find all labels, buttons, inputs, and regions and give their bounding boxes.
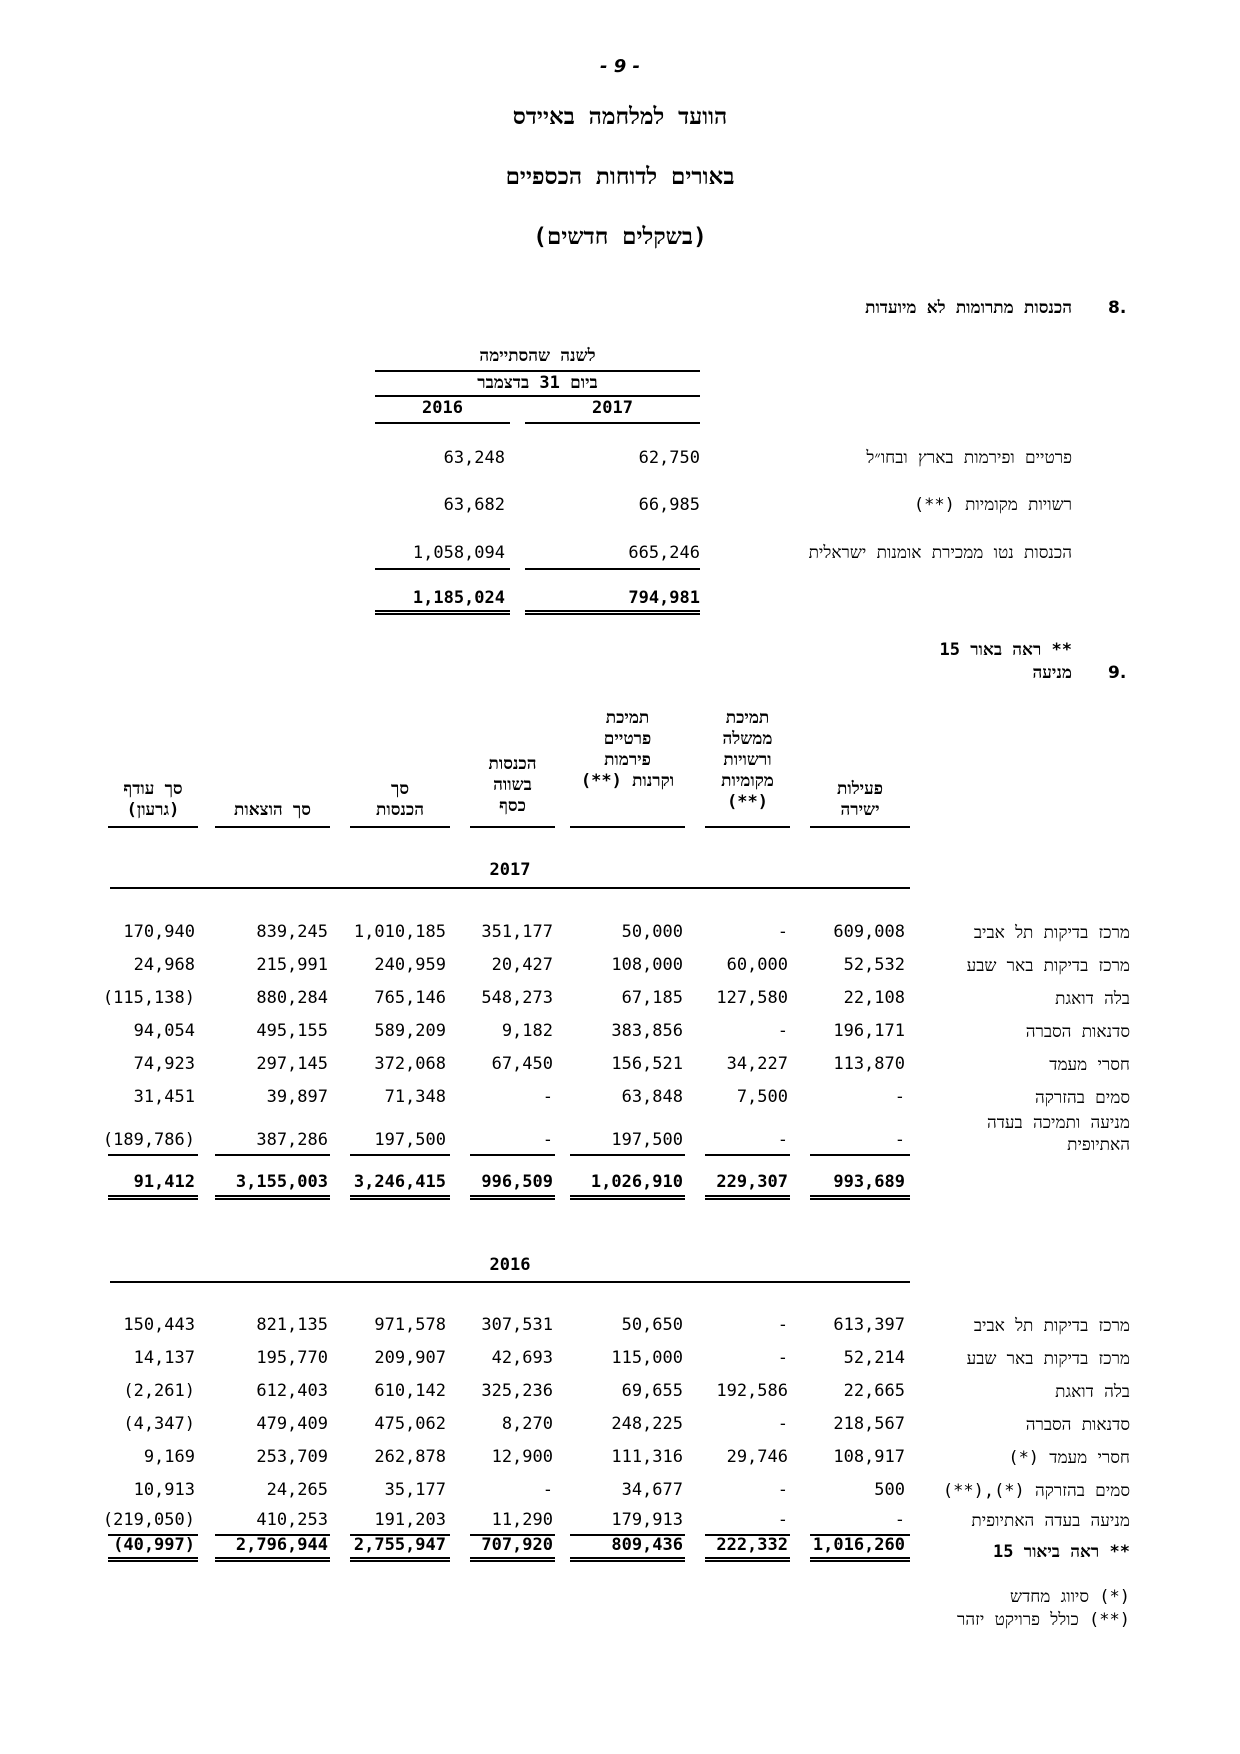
note8-year-2016: 2016 (422, 398, 463, 418)
note9-total-cell: 3,246,415 (353, 1172, 446, 1192)
note8-value-2016: 1,058,094 (412, 543, 505, 563)
total-rule (705, 1557, 790, 1562)
note8-header-top: לשנה שהסתיימה (479, 346, 596, 366)
note9-total-cell: 222,332 (716, 1535, 788, 1555)
note9-cell: 39,897 (266, 1087, 328, 1107)
note9-cell: 34,677 (621, 1480, 683, 1500)
note9-cell: 839,245 (256, 922, 328, 942)
total-rule (810, 1557, 910, 1562)
note8-value-2016: 63,682 (443, 495, 505, 515)
note9-cell: 52,532 (843, 955, 905, 975)
subtotal-rule (705, 1154, 790, 1156)
total-rule (108, 1195, 198, 1200)
note9-cell: 69,655 (621, 1381, 683, 1401)
note9-cell: 248,225 (611, 1414, 683, 1434)
note9-cell: 67,185 (621, 988, 683, 1008)
note9-total-cell: 996,509 (481, 1172, 553, 1192)
note9-cell: 108,000 (611, 955, 683, 975)
note9-total-cell: 707,920 (481, 1535, 553, 1555)
total-rule (810, 1195, 910, 1200)
note9-cell: 307,531 (481, 1315, 553, 1335)
note9-cell: 42,693 (491, 1348, 553, 1368)
note9-cell: - (777, 1130, 788, 1150)
note9-row-label: סדנאות הסברה (1025, 1022, 1130, 1042)
note9-cell: 192,586 (716, 1381, 788, 1401)
note8-value-2017: 62,750 (638, 448, 700, 468)
note9-cell: (219,050) (102, 1510, 195, 1530)
note9-row-label: סמים בהזרקה (1035, 1088, 1130, 1108)
header-rule (108, 826, 198, 828)
subtotal-rule (108, 1154, 198, 1156)
note8-row-label: פרטיים ופירמות בארץ ובחו״ל (866, 448, 1072, 468)
note9-cell: 150,443 (123, 1315, 195, 1335)
note9-cell: 880,284 (256, 988, 328, 1008)
note9-cell: 971,578 (374, 1315, 446, 1335)
note9-cell: - (777, 1021, 788, 1041)
note9-total-cell: 91,412 (133, 1172, 195, 1192)
note9-cell: - (894, 1130, 905, 1150)
note9-cell: 127,580 (716, 988, 788, 1008)
header-rule (705, 826, 790, 828)
page-number: - 9 - (600, 56, 640, 77)
note9-row-label: בלה דואגת (1055, 1382, 1130, 1402)
note8-footnote: ** ראה באור 15 (939, 640, 1072, 660)
note9-total-cell: 2,796,944 (235, 1535, 328, 1555)
note9-total-note: ** ראה ביאור 15 (993, 1542, 1130, 1562)
note9-total-cell: 809,436 (611, 1535, 683, 1555)
note9-number: 9. (1108, 663, 1127, 683)
total-rule (350, 1557, 450, 1562)
note9-cell: 387,286 (256, 1130, 328, 1150)
note9-cell: 351,177 (481, 922, 553, 942)
note9-cell: 500 (874, 1480, 905, 1500)
note8-number: 8. (1108, 298, 1127, 318)
note9-cell: 50,000 (621, 922, 683, 942)
note9-total-cell: 1,026,910 (590, 1172, 683, 1192)
note9-cell: 22,665 (843, 1381, 905, 1401)
note9-cell: 179,913 (611, 1510, 683, 1530)
note9-row-label: מרכז בדיקות תל אביב (973, 1316, 1130, 1336)
note9-total-cell: (40,997) (113, 1535, 195, 1555)
total-rule (215, 1557, 330, 1562)
note8-header-bottom: ביום 31 בדצמבר (477, 373, 598, 393)
note9-cell: 111,316 (611, 1447, 683, 1467)
note8-row-label: הכנסות נטו ממכירת אומנות ישראלית (808, 543, 1072, 563)
subtotal-rule-2017 (525, 568, 700, 570)
footnote-reclassified: (*) סיווג מחדש (1010, 1587, 1130, 1607)
note9-cell: - (542, 1087, 553, 1107)
subtotal-rule (570, 1154, 685, 1156)
subtotal-rule (810, 1154, 910, 1156)
note9-cell: 35,177 (384, 1480, 446, 1500)
note9-cell: 548,273 (481, 988, 553, 1008)
header-rule (350, 826, 450, 828)
note9-cell: 215,991 (256, 955, 328, 975)
note9-cell: - (777, 1480, 788, 1500)
total-rule (108, 1557, 198, 1562)
note9-cell: - (542, 1130, 553, 1150)
note9-cell: 297,145 (256, 1054, 328, 1074)
note9-cell: 24,968 (133, 955, 195, 975)
total-rule (215, 1195, 330, 1200)
note9-cell: 253,709 (256, 1447, 328, 1467)
note9-cell: 197,500 (611, 1130, 683, 1150)
note9-cell: 34,227 (726, 1054, 788, 1074)
note9-cell: 495,155 (256, 1021, 328, 1041)
note9-cell: 240,959 (374, 955, 446, 975)
note8-value-2017: 665,246 (628, 543, 700, 563)
note9-cell: 209,907 (374, 1348, 446, 1368)
note9-section-year: 2016 (489, 1255, 531, 1275)
note9-cell: 475,062 (374, 1414, 446, 1434)
note9-cell: 74,923 (133, 1054, 195, 1074)
note9-cell: - (894, 1510, 905, 1530)
note9-column-header: פעילות ישירה (837, 779, 883, 820)
note9-cell: 60,000 (726, 955, 788, 975)
note9-cell: 262,878 (374, 1447, 446, 1467)
note9-cell: 410,253 (256, 1510, 328, 1530)
note9-cell: (189,786) (102, 1130, 195, 1150)
note9-cell: 765,146 (374, 988, 446, 1008)
note9-cell: 115,000 (611, 1348, 683, 1368)
section-rule (110, 887, 910, 889)
note9-cell: 52,214 (843, 1348, 905, 1368)
total-rule (470, 1195, 555, 1200)
note9-cell: 613,397 (833, 1315, 905, 1335)
note9-cell: 821,135 (256, 1315, 328, 1335)
subtotal-rule (350, 1154, 450, 1156)
note9-cell: 14,137 (133, 1348, 195, 1368)
note9-cell: 63,848 (621, 1087, 683, 1107)
total-rule (570, 1557, 685, 1562)
organization-title: הוועד למלחמה באיידס (512, 104, 728, 130)
note9-cell: 20,427 (491, 955, 553, 975)
total-rule (570, 1195, 685, 1200)
note9-cell: - (777, 1510, 788, 1530)
note9-cell: 7,500 (736, 1087, 788, 1107)
note9-cell: 196,171 (833, 1021, 905, 1041)
note9-total-cell: 993,689 (833, 1172, 905, 1192)
header-rule (470, 826, 555, 828)
note9-row-label: בלה דואגת (1055, 989, 1130, 1009)
note9-column-header: תמיכת ממשלה ורשויות מקומיות (**) (721, 708, 774, 812)
note9-cell: 50,650 (621, 1315, 683, 1335)
currency-subtitle: (בשקלים חדשים) (533, 224, 707, 250)
note9-cell: (2,261) (123, 1381, 195, 1401)
note9-total-cell: 229,307 (716, 1172, 788, 1192)
note9-cell: 479,409 (256, 1414, 328, 1434)
note9-column-header: סך עודף (גרעון) (123, 779, 183, 820)
note9-cell: 9,169 (143, 1447, 195, 1467)
note9-row-label: מניעה ותמיכה בעדה האתיופית (986, 1113, 1130, 1155)
note9-cell: 195,770 (256, 1348, 328, 1368)
total-rule-2017 (525, 610, 700, 615)
note9-cell: - (777, 1315, 788, 1335)
note9-cell: 29,746 (726, 1447, 788, 1467)
note8-value-2017: 66,985 (638, 495, 700, 515)
note8-year-2017: 2017 (592, 398, 633, 418)
note9-cell: 22,108 (843, 988, 905, 1008)
subtotal-rule-2016 (375, 568, 510, 570)
note9-total-cell: 1,016,260 (812, 1535, 905, 1555)
document-title: באורים לדוחות הכספיים (505, 164, 735, 190)
note9-cell: - (777, 1348, 788, 1368)
total-rule-2016 (375, 610, 510, 615)
note9-total-cell: 3,155,003 (235, 1172, 328, 1192)
note9-cell: - (777, 1414, 788, 1434)
total-rule (470, 1557, 555, 1562)
note8-total-2017: 794,981 (628, 588, 700, 608)
note8-row-label: רשויות מקומיות (**) (913, 495, 1072, 515)
note9-row-label: מרכז בדיקות באר שבע (966, 956, 1130, 976)
note9-cell: 9,182 (501, 1021, 553, 1041)
note9-column-header: סך הוצאות (234, 800, 311, 820)
note9-cell: 197,500 (374, 1130, 446, 1150)
note9-cell: 94,054 (133, 1021, 195, 1041)
note9-cell: 609,008 (833, 922, 905, 942)
note9-row-label: מרכז בדיקות תל אביב (973, 923, 1130, 943)
note9-cell: 612,403 (256, 1381, 328, 1401)
note9-cell: 218,567 (833, 1414, 905, 1434)
note9-row-label: מרכז בדיקות באר שבע (966, 1349, 1130, 1369)
note9-cell: 24,265 (266, 1480, 328, 1500)
header-rule (810, 826, 910, 828)
note9-cell: 372,068 (374, 1054, 446, 1074)
header-rule (215, 826, 330, 828)
total-rule (350, 1195, 450, 1200)
note9-row-label: סמים בהזרקה (*),(**) (942, 1481, 1130, 1501)
note9-cell: 325,236 (481, 1381, 553, 1401)
note9-cell: 31,451 (133, 1087, 195, 1107)
note9-cell: 156,521 (611, 1054, 683, 1074)
note9-column-header: הכנסות בשווה כסף (488, 754, 537, 816)
subtotal-rule (470, 1154, 555, 1156)
note9-cell: 10,913 (133, 1480, 195, 1500)
note9-cell: (115,138) (102, 988, 195, 1008)
note9-cell: 113,870 (833, 1054, 905, 1074)
note9-total-cell: 2,755,947 (353, 1535, 446, 1555)
note9-cell: - (894, 1087, 905, 1107)
note8-title: הכנסות מתרומות לא מיועדות (865, 298, 1072, 318)
note9-row-label: חסרי מעמד (1049, 1055, 1130, 1075)
note9-cell: 71,348 (384, 1087, 446, 1107)
total-rule (705, 1195, 790, 1200)
note9-cell: 12,900 (491, 1447, 553, 1467)
note9-cell: 383,856 (611, 1021, 683, 1041)
subtotal-rule (215, 1154, 330, 1156)
note9-row-label: מניעה בעדה האתיופית (971, 1511, 1130, 1531)
footnote-project: (**) כולל פרויקט יזהר (957, 1610, 1130, 1630)
note8-value-2016: 63,248 (443, 448, 505, 468)
note9-cell: 8,270 (501, 1414, 553, 1434)
note9-cell: 191,203 (374, 1510, 446, 1530)
note8-total-2016: 1,185,024 (412, 588, 505, 608)
note9-cell: 108,917 (833, 1447, 905, 1467)
note9-row-label: סדנאות הסברה (1025, 1415, 1130, 1435)
note9-cell: - (777, 922, 788, 942)
note9-column-header: תמיכת פרטיים פירמות וקרנות (**) (580, 708, 675, 791)
note9-title: מניעה (1032, 663, 1072, 683)
note9-cell: 1,010,185 (353, 922, 446, 942)
header-rule (570, 826, 685, 828)
note9-section-year: 2017 (489, 860, 531, 880)
note9-row-label: חסרי מעמד (*) (1008, 1448, 1130, 1468)
note9-cell: - (542, 1480, 553, 1500)
note9-cell: (4,347) (123, 1414, 195, 1434)
note9-column-header: סך הכנסות (375, 779, 424, 820)
section-rule (110, 1281, 910, 1283)
note9-cell: 170,940 (123, 922, 195, 942)
note9-cell: 589,209 (374, 1021, 446, 1041)
note9-cell: 67,450 (491, 1054, 553, 1074)
note9-cell: 11,290 (491, 1510, 553, 1530)
note9-cell: 610,142 (374, 1381, 446, 1401)
